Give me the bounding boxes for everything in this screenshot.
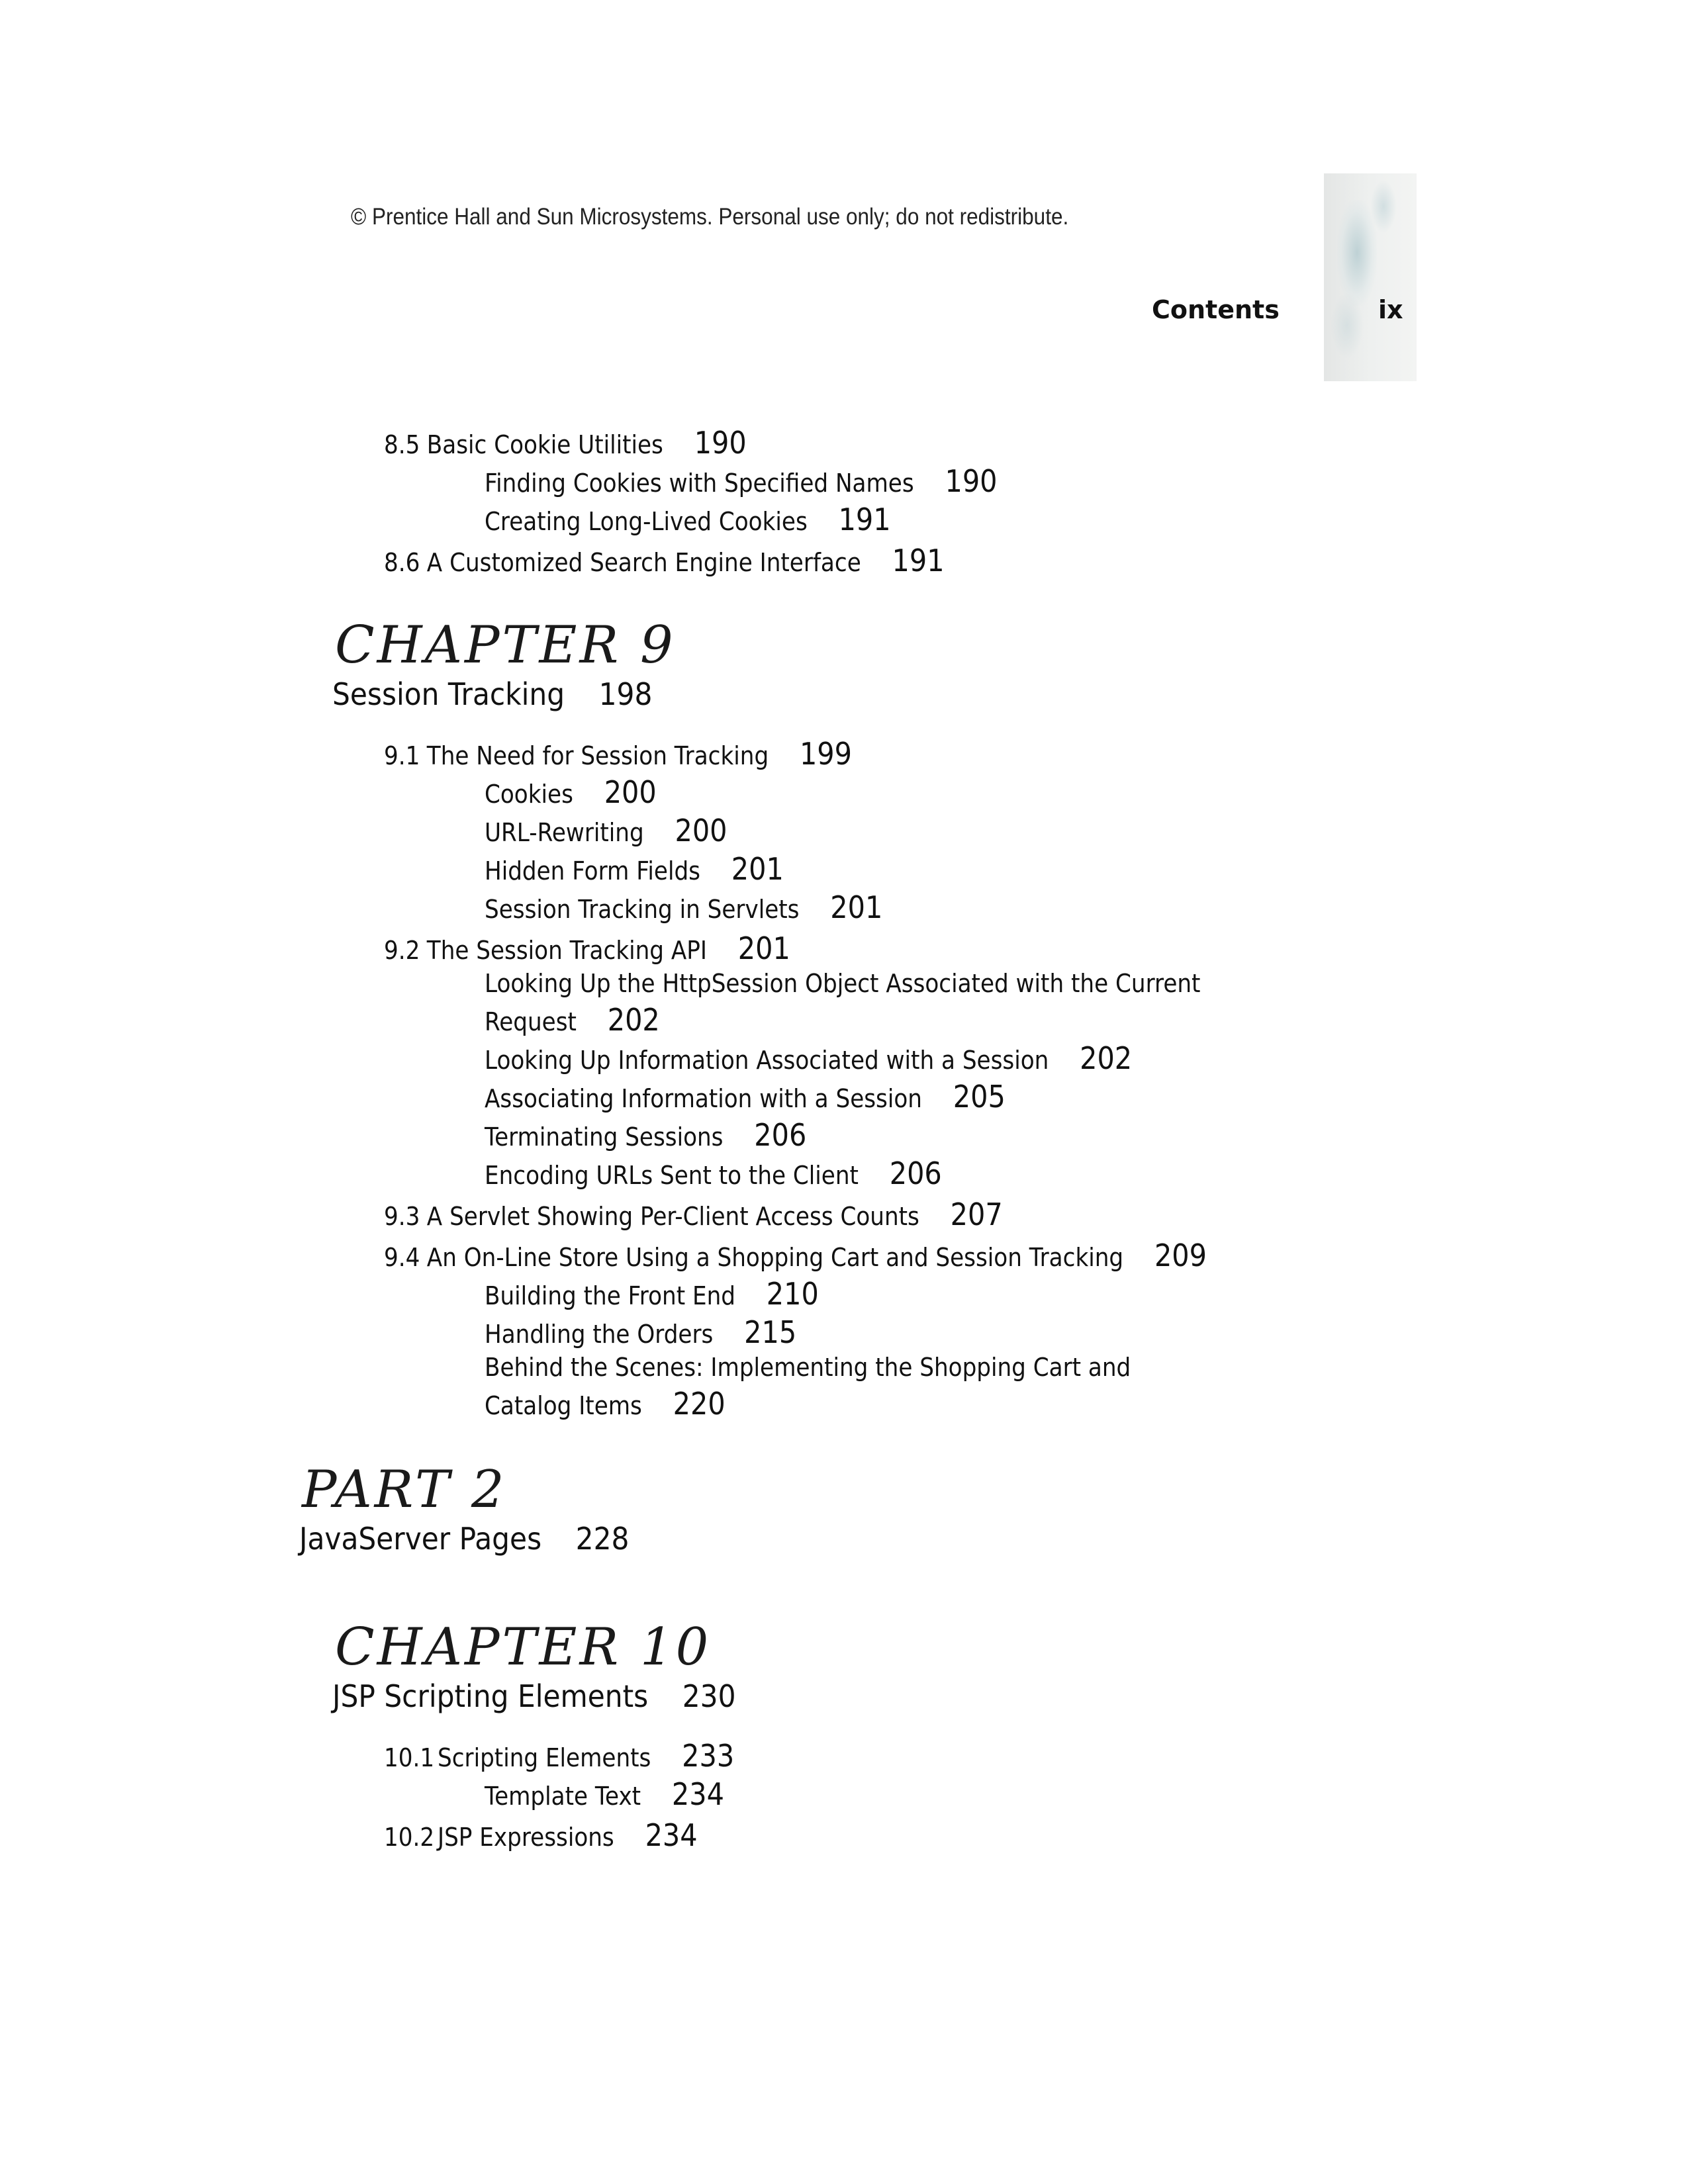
toc-subentry-continued: Catalog Items 220 [485,1386,726,1422]
toc-subentry: Cookies 200 [485,774,657,810]
toc-subentry: Looking Up Information Associated with a Session 202 [485,1040,1133,1076]
toc-entry-8-5: 8.5 Basic Cookie Utilities 190 [384,425,747,461]
part-2-label: PART 2 [302,1460,507,1520]
chapter-9-title: Session Tracking 198 [332,676,653,712]
toc-subentry: Terminating Sessions 206 [485,1117,807,1153]
running-title: Contents [1152,295,1280,324]
toc-entry-10-2: 10.2 JSP Expressions 234 [384,1817,698,1853]
toc-subentry: Session Tracking in Servlets 201 [485,889,883,925]
toc-subentry: Building the Front End 210 [485,1276,819,1312]
toc-subentry-continued: Request 202 [485,1002,660,1038]
toc-entry-9-1: 9.1 The Need for Session Tracking 199 [384,736,852,772]
thumb-tab-decoration [1324,173,1417,381]
toc-subentry: Handling the Orders 215 [485,1314,797,1350]
chapter-9-label: CHAPTER 9 [335,615,676,675]
toc-entry-9-4: 9.4 An On-Line Store Using a Shopping Cart and Session Tracking 209 [384,1238,1207,1273]
page-number: ix [1378,295,1403,324]
chapter-10-label: CHAPTER 10 [335,1617,712,1677]
toc-subentry: Finding Cookies with Specified Names 190 [485,463,998,499]
toc-subentry: Creating Long-Lived Cookies 191 [485,502,891,537]
copyright-notice: © Prentice Hall and Sun Microsystems. Personal use only; do not redistribute. [351,204,1069,230]
toc-subentry: Encoding URLs Sent to the Client 206 [485,1156,942,1191]
toc-entry-8-6: 8.6 A Customized Search Engine Interface 191 [384,543,945,578]
part-2-title: JavaServer Pages 228 [299,1521,630,1557]
toc-entry-9-2: 9.2 The Session Tracking API 201 [384,931,790,966]
toc-subentry: URL-Rewriting 200 [485,813,727,848]
toc-subentry: Behind the Scenes: Implementing the Shopping Cart and [485,1353,1131,1382]
toc-subentry: Hidden Form Fields 201 [485,851,784,887]
toc-subentry: Template Text 234 [485,1776,724,1812]
toc-entry-9-3: 9.3 A Servlet Showing Per-Client Access Counts 207 [384,1197,1003,1232]
toc-subentry: Looking Up the HttpSession Object Associated with the Current [485,969,1201,998]
toc-subentry: Associating Information with a Session 205 [485,1079,1006,1115]
chapter-10-title: JSP Scripting Elements 230 [332,1678,736,1714]
toc-entry-10-1: 10.1 Scripting Elements 233 [384,1738,735,1774]
